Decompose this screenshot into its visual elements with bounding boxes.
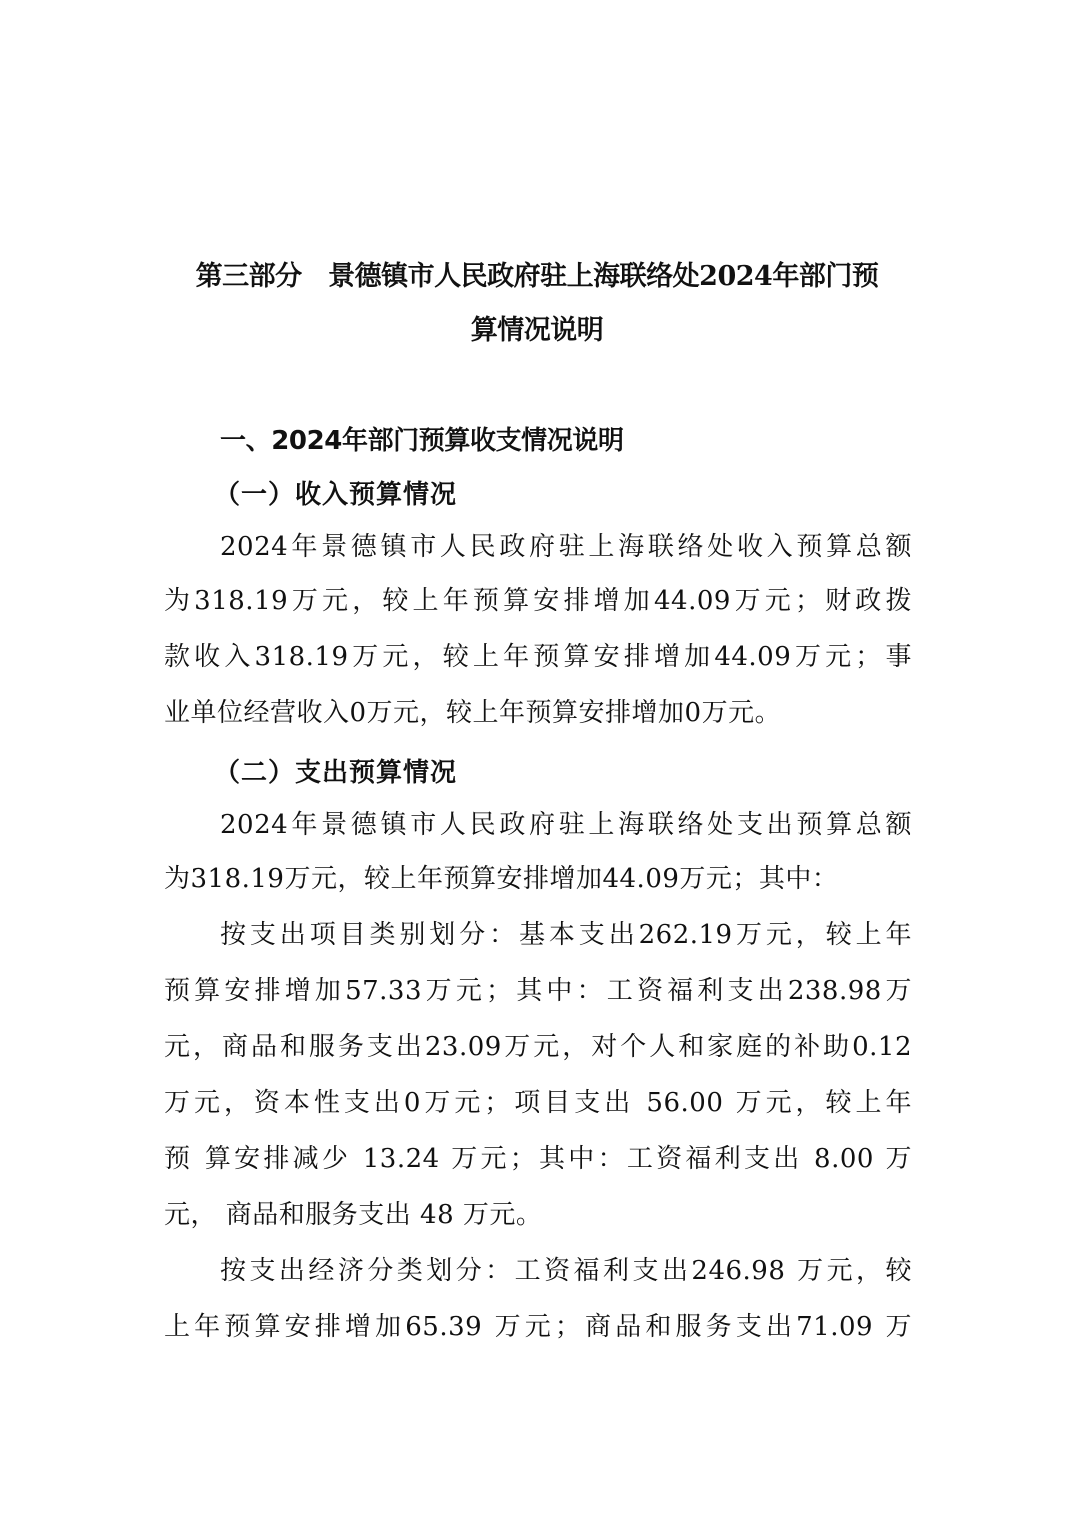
paragraph-line: 款收入318.19万元，较上年预算安排增加44.09万元；事 xyxy=(164,642,912,672)
subsection-heading-income: （一）收入预算情况 xyxy=(214,480,458,510)
paragraph-line: 万元，资本性支出0万元；项目支出 56.00 万元，较上年 xyxy=(164,1088,912,1118)
paragraph-line: 2024年景德镇市人民政府驻上海联络处支出预算总额 xyxy=(220,810,912,840)
paragraph-line: 按支出项目类别划分：基本支出262.19万元，较上年 xyxy=(220,920,912,950)
paragraph-line: 2024年景德镇市人民政府驻上海联络处收入预算总额 xyxy=(220,532,912,562)
paragraph-line: 按支出经济分类划分：工资福利支出246.98 万元，较 xyxy=(220,1256,912,1286)
paragraph-line: 元， 商品和服务支出 48 万元。 xyxy=(164,1200,543,1230)
paragraph-line: 为318.19万元，较上年预算安排增加44.09万元；其中： xyxy=(164,864,839,894)
paragraph-line: 预 算安排减少 13.24 万元；其中：工资福利支出 8.00 万 xyxy=(164,1144,912,1174)
page-title-line-1: 第三部分 景德镇市人民政府驻上海联络处2024年部门预 xyxy=(195,261,879,292)
paragraph-line: 为318.19万元，较上年预算安排增加44.09万元；财政拨 xyxy=(164,586,912,616)
paragraph-line: 上年预算安排增加65.39 万元；商品和服务支出71.09 万 xyxy=(164,1312,912,1342)
section-heading: 一、2024年部门预算收支情况说明 xyxy=(220,426,624,456)
paragraph-line: 业单位经营收入0万元，较上年预算安排增加0万元。 xyxy=(164,698,782,728)
paragraph-line: 预算安排增加57.33万元；其中：工资福利支出238.98万 xyxy=(164,976,912,1006)
subsection-heading-expense: （二）支出预算情况 xyxy=(214,758,458,788)
page-title-line-2: 算情况说明 xyxy=(470,315,604,346)
paragraph-line: 元，商品和服务支出23.09万元，对个人和家庭的补助0.12 xyxy=(164,1032,912,1062)
